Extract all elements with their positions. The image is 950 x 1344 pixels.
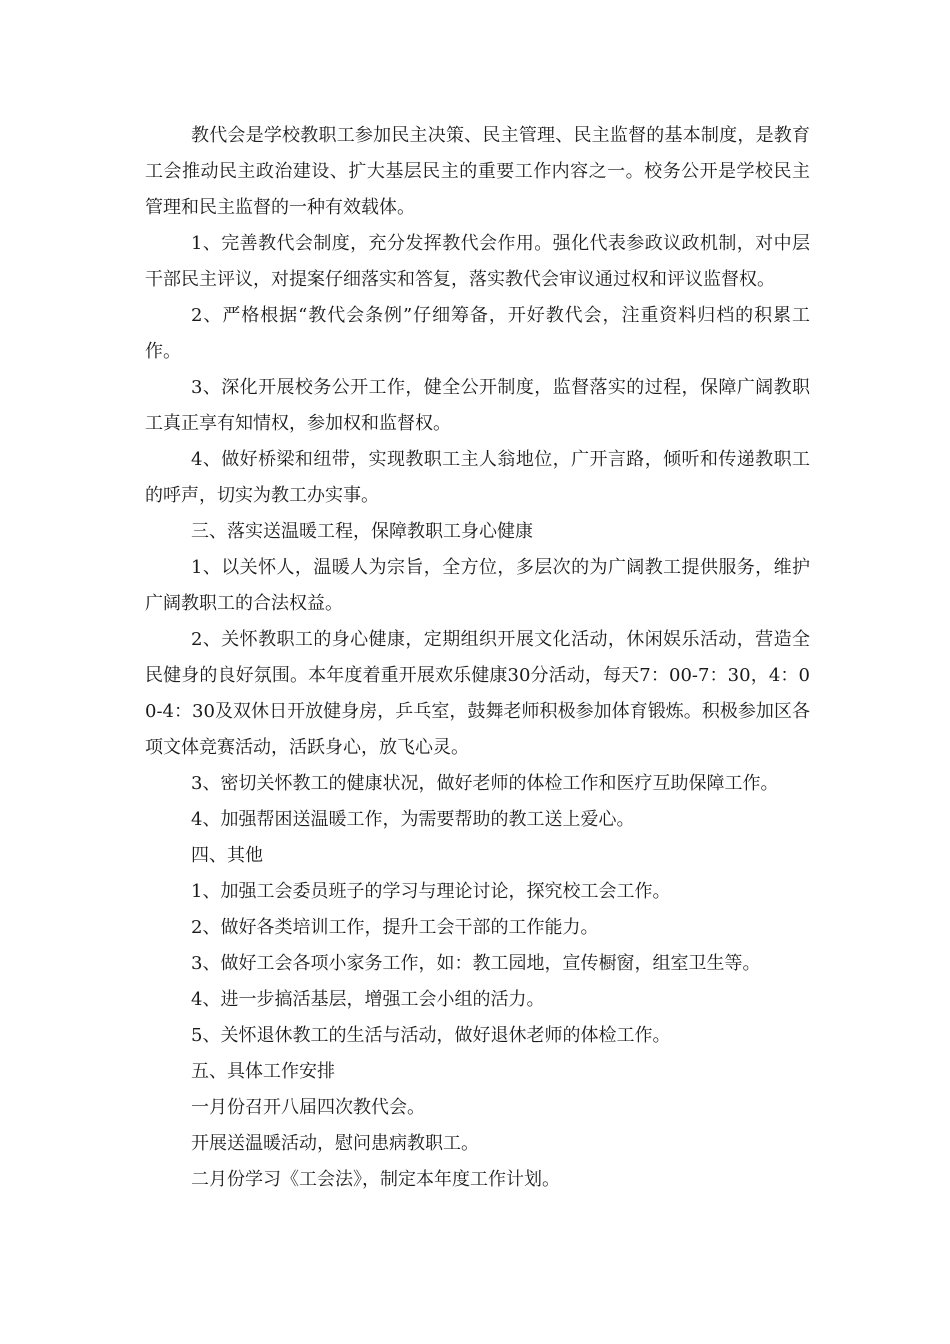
paragraph-item-2: 2、严格根据“教代会条例”仔细筹备，开好教代会，注重资料归档的积累工作。	[145, 305, 810, 362]
section-heading-3: 三、落实送温暖工程，保障教职工身心健康	[191, 521, 533, 542]
section-heading-4: 四、其他	[191, 845, 263, 866]
paragraph-item-4: 4、加强帮困送温暖工作，为需要帮助的教工送上爱心。	[191, 809, 635, 830]
paragraph-item-4: 4、进一步搞活基层，增强工会小组的活力。	[191, 989, 545, 1010]
paragraph-item-3: 3、密切关怀教工的健康状况，做好老师的体检工作和医疗互助保障工作。	[191, 773, 779, 794]
section-heading-5: 五、具体工作安排	[191, 1061, 335, 1082]
paragraph-item-1: 1、以关怀人，温暖人为宗旨，全方位，多层次的为广阔教工提供服务，维护广阔教职工的合法权益。	[145, 557, 810, 614]
schedule-item: 一月份召开八届四次教代会。	[191, 1097, 425, 1118]
schedule-item: 开展送温暖活动，慰问患病教职工。	[191, 1133, 479, 1154]
paragraph-intro: 教代会是学校教职工参加民主决策、民主管理、民主监督的基本制度，是教育工会推动民主政治建设、扩大基层民主的重要工作内容之一。校务公开是学校民主管理和民主监督的一种有效载体。	[145, 125, 810, 218]
paragraph-item-4: 4、做好桥梁和纽带，实现教职工主人翁地位，广开言路，倾听和传递教职工的呼声，切实为教工办实事。	[145, 449, 810, 506]
document-body	[145, 118, 810, 1198]
paragraph-item-2: 2、做好各类培训工作，提升工会干部的工作能力。	[191, 917, 599, 938]
paragraph-item-1: 1、加强工会委员班子的学习与理论讨论，探究校工会工作。	[191, 881, 671, 902]
paragraph-item-1: 1、完善教代会制度，充分发挥教代会作用。强化代表参政议政机制，对中层干部民主评议，对提案仔细落实和答复，落实教代会审议通过权和评议监督权。	[145, 233, 810, 290]
paragraph-item-2: 2、关怀教职工的身心健康，定期组织开展文化活动，休闲娱乐活动，营造全民健身的良好氛围。本年度着重开展欢乐健康30分活动，每天7：00-7：30，4：00-4：30及双休日开放健身房，乒乓室，鼓舞老师积极参加体育锻炼。积极参加区各项文体竞赛活动，活跃身心，放飞心灵。	[145, 629, 810, 758]
paragraph-item-5: 5、关怀退休教工的生活与活动，做好退休老师的体检工作。	[191, 1025, 671, 1046]
schedule-item: 二月份学习《工会法》，制定本年度工作计划。	[191, 1169, 560, 1190]
paragraph-item-3: 3、做好工会各项小家务工作，如：教工园地，宣传橱窗，组室卫生等。	[191, 953, 761, 974]
paragraph-item-3: 3、深化开展校务公开工作，健全公开制度，监督落实的过程，保障广阔教职工真正享有知情权，参加权和监督权。	[145, 377, 810, 434]
